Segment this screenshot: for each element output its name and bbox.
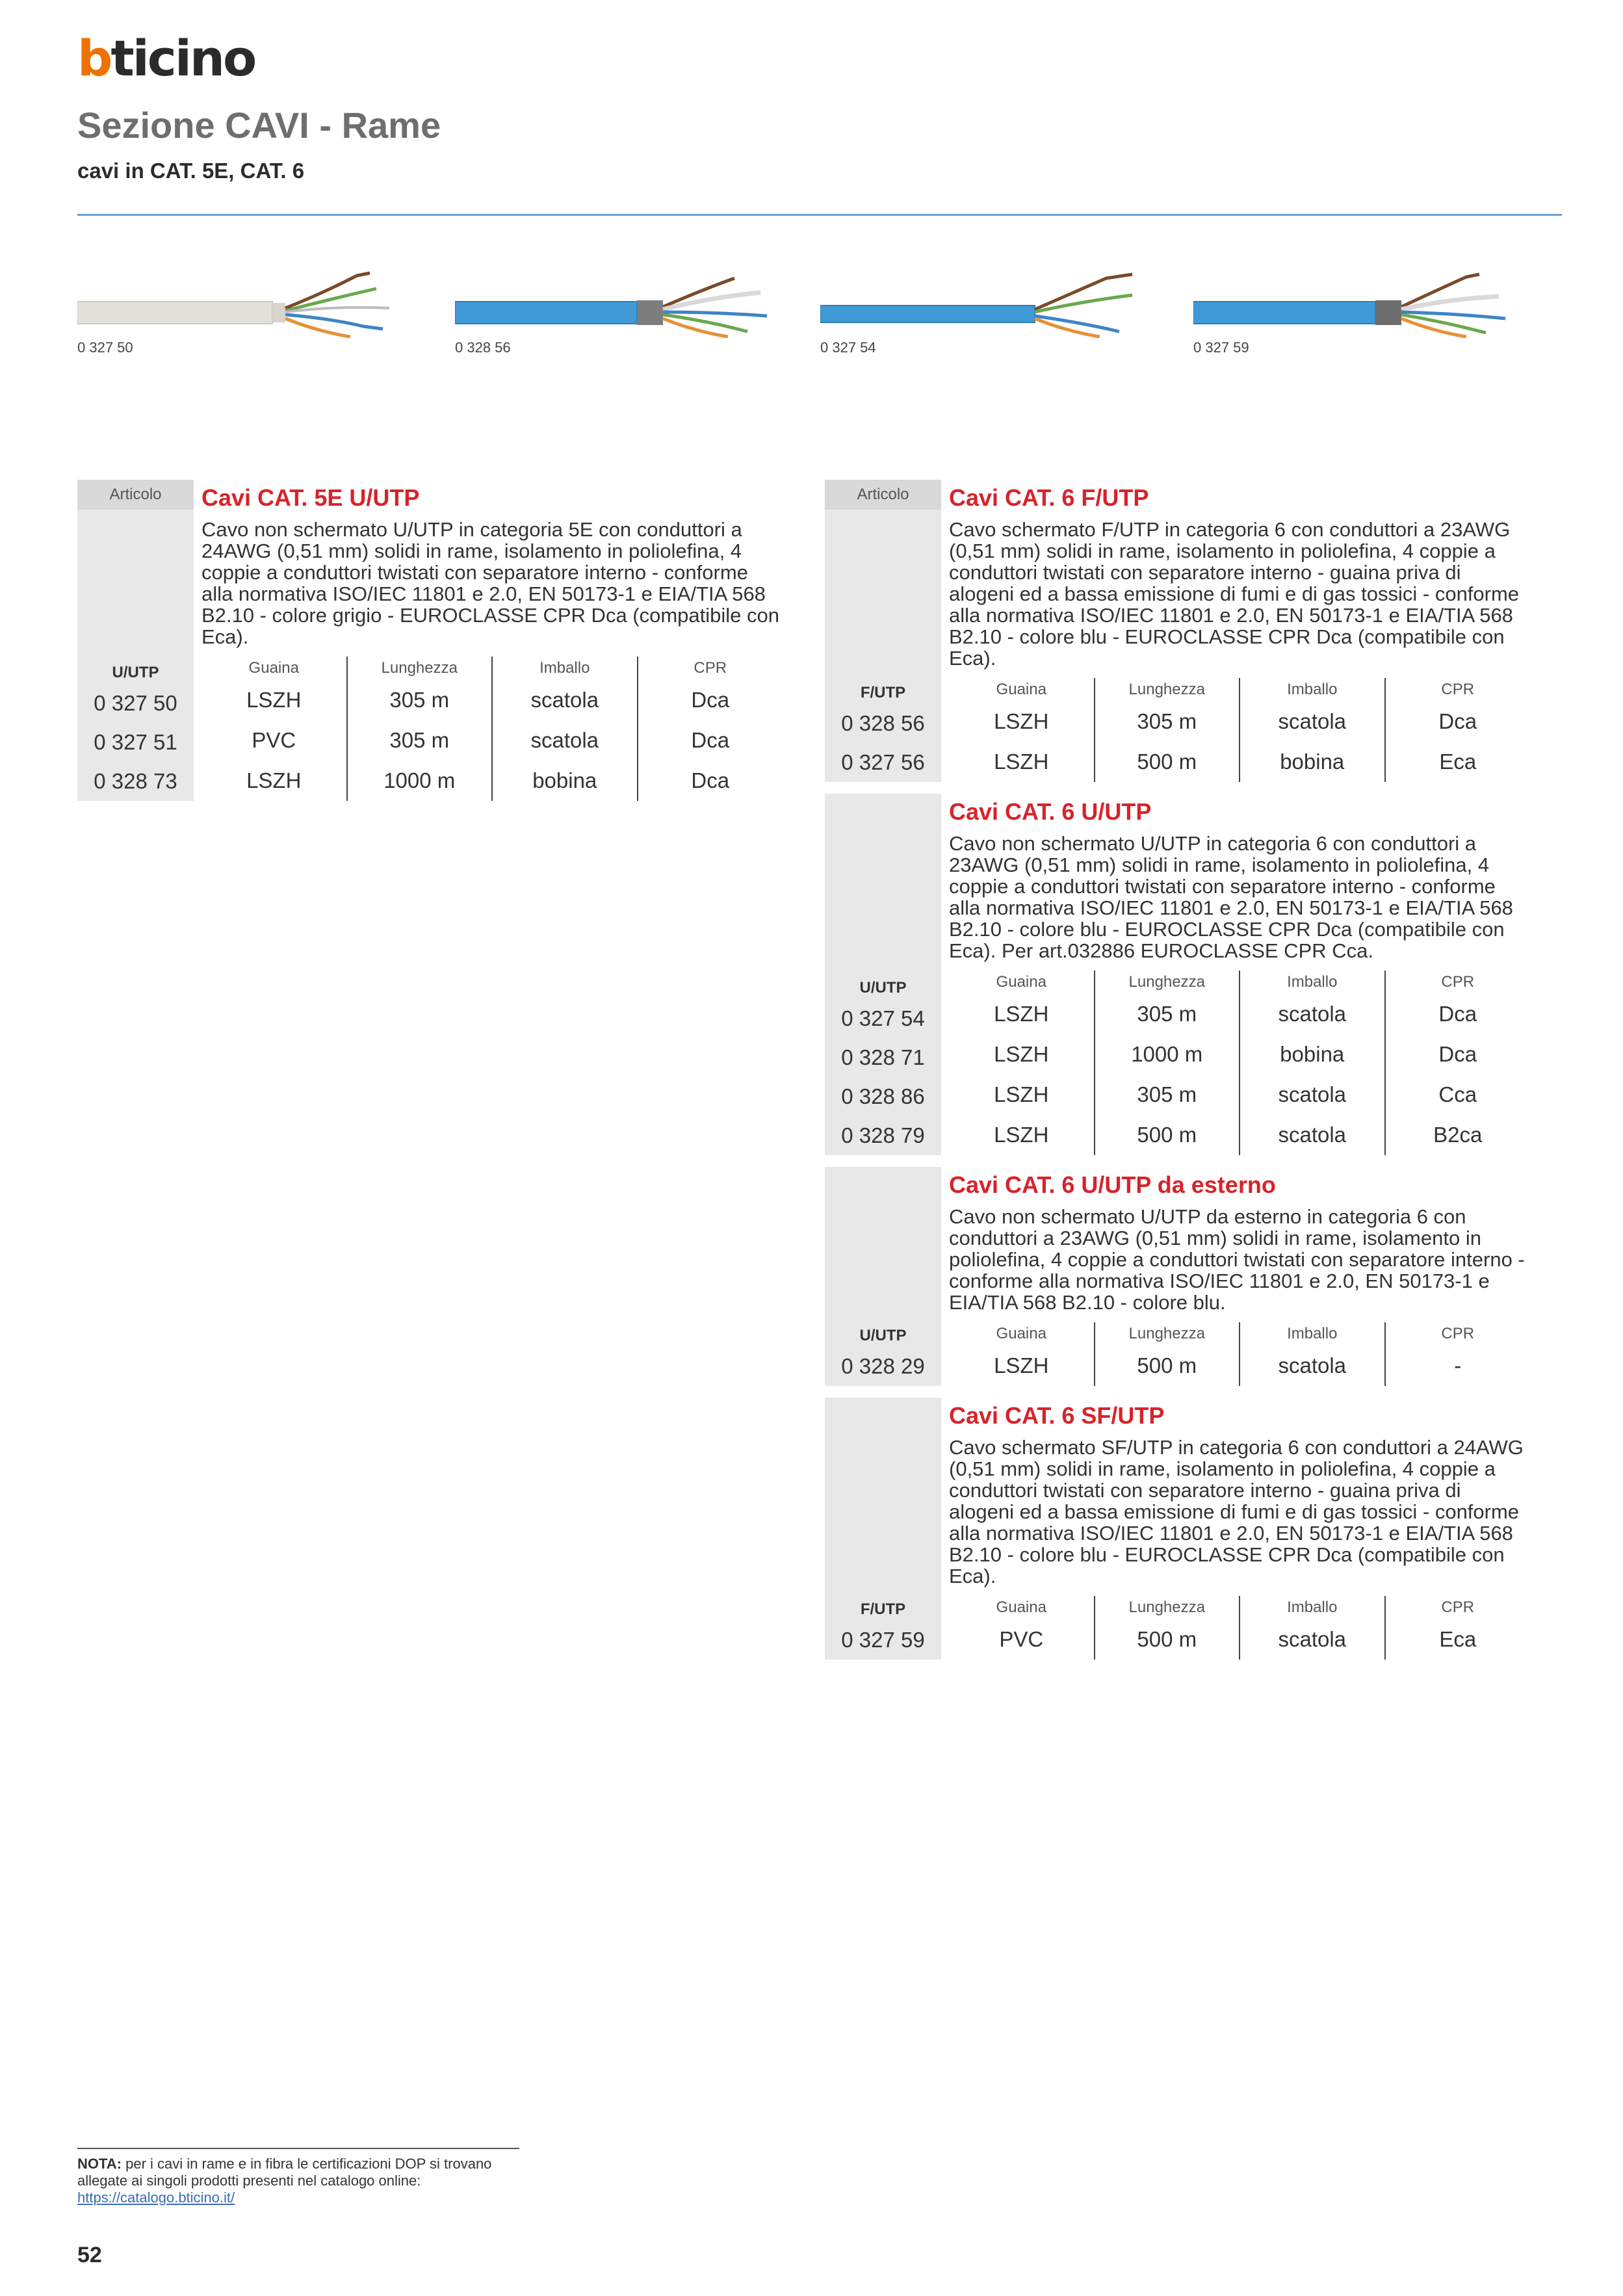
spec-header-row [949,1322,1530,1346]
section-description: Cavo schermato F/UTP in categoria 6 con conduttori a 23AWG (0,51 mm) solidi in rame, isolamento in poliolefina, 4 coppie a conduttori twistati con separatore interno - guaina priva di alogeni ed a bassa emissione di fumi e di gas tossici - conforme alla normativa ISO/IEC 11801 e 2.0, EN 50173-1 e EIA/TIA 568 B2.10 - colore blu - EUROCLASSE CPR Dca (compatibile con Eca). [949,518,1520,670]
cell-lunghezza: 500 m [1095,1115,1240,1155]
cell-lunghezza: 1000 m [347,761,493,801]
cell-cpr: Eca [1385,1619,1531,1660]
cable-blue-ftp-icon [455,267,780,338]
section-description: Cavo non schermato U/UTP in categoria 5E con conduttori a 24AWG (0,51 mm) solidi in rame, isolamento in poliolefina, 4 coppie a conduttori twistati con separatore interno - conforme alla normativa ISO/IEC 11801 e 2.0, EN 50173-1 e EIA/TIA 568 B2.10 - colore grigio - EUROCLASSE CPR Dca (compatibile con Eca). [201,518,780,648]
spec-table [949,1322,1530,1386]
col-imballo: Imballo [1240,678,1385,701]
col-guaina: Guaina [996,973,1046,991]
brand-logo-b: b [77,29,111,87]
section-body [941,480,1530,782]
page-title: Sezione CAVI - Rame [77,105,441,146]
cable-type: F/UTP [860,684,906,701]
col-guaina: Guaina [996,1325,1046,1342]
col-lunghezza: Lunghezza [347,657,493,680]
page-subtitle: cavi in CAT. 5E, CAT. 6 [77,159,305,183]
cell-lunghezza: 305 m [347,680,493,720]
article-code: 0 328 71 [841,1045,925,1069]
cell-lunghezza: 305 m [1095,994,1240,1034]
product-code: 0 327 54 [820,339,876,356]
article-code: 0 328 56 [841,711,925,735]
cable-type: U/UTP [859,979,907,997]
cell-guaina: LSZH [246,688,302,712]
cell-lunghezza: 305 m [347,720,493,761]
section-title: Cavi CAT. 6 SF/UTP [949,1402,1165,1429]
article-code: 0 328 79 [841,1123,925,1147]
article-code: 0 327 50 [94,691,177,715]
cell-cpr: Cca [1385,1075,1531,1115]
articolo-header: Articolo [77,480,194,510]
table-row [949,1034,1530,1075]
spec-table [949,1596,1530,1660]
spec-header-row [949,971,1530,994]
article-code: 0 327 59 [841,1628,925,1652]
product-code: 0 327 50 [77,339,133,356]
table-row [949,1619,1530,1660]
article-code: 0 328 29 [841,1354,925,1378]
table-row [949,1115,1530,1155]
articolo-header: Articolo [825,480,941,510]
col-lunghezza: Lunghezza [1095,971,1240,994]
cell-imballo: scatola [1240,701,1385,742]
catalog-link[interactable]: https://catalogo.bticino.it/ [77,2189,235,2206]
article-column [825,1167,941,1386]
cell-imballo: scatola [1240,1619,1385,1660]
table-row [201,761,783,801]
col-guaina: Guaina [996,1598,1046,1616]
section-cat6-uutp [825,794,1530,1155]
cell-imballo: scatola [492,720,638,761]
product-code: 0 327 59 [1193,339,1249,356]
cell-guaina: LSZH [994,1082,1049,1106]
col-guaina: Guaina [996,681,1046,698]
col-cpr: CPR [1385,1596,1531,1619]
cell-guaina: LSZH [994,709,1049,733]
table-row [949,1075,1530,1115]
section-title: Cavi CAT. 6 F/UTP [949,484,1149,511]
col-cpr: CPR [1385,971,1531,994]
cell-lunghezza: 305 m [1095,1075,1240,1115]
col-cpr: CPR [1385,1322,1531,1346]
article-code: 0 327 51 [94,730,177,754]
cell-imballo: scatola [1240,1115,1385,1155]
col-imballo: Imballo [1240,971,1385,994]
cell-lunghezza: 305 m [1095,701,1240,742]
article-column [77,480,194,801]
table-row [201,720,783,761]
article-code: 0 327 54 [841,1006,925,1030]
cell-lunghezza: 500 m [1095,742,1240,782]
cell-imballo: bobina [1240,1034,1385,1075]
cell-lunghezza: 500 m [1095,1619,1240,1660]
col-imballo: Imballo [1240,1322,1385,1346]
cell-cpr: Dca [638,680,783,720]
cell-cpr: B2ca [1385,1115,1531,1155]
cell-imballo: scatola [492,680,638,720]
cable-type: U/UTP [112,664,159,681]
table-row [201,680,783,720]
section-description: Cavo schermato SF/UTP in categoria 6 con conduttori a 24AWG (0,51 mm) solidi in rame, isolamento in poliolefina, 4 coppie a conduttori twistati con separatore interno - guaina priva di alogeni ed a bassa emissione di fumi e di gas tossici - conforme alla normativa ISO/IEC 11801 e 2.0, EN 50173-1 e EIA/TIA 568 B2.10 - colore blu - EUROCLASSE CPR Dca (compatibile con Eca). [949,1436,1524,1587]
cell-imballo: bobina [492,761,638,801]
section-description: Cavo non schermato U/UTP in categoria 6 con conduttori a 23AWG (0,51 mm) solidi in rame, isolamento in poliolefina, 4 coppie a conduttori twistati con separatore interno - conforme alla normativa ISO/IEC 11801 e 2.0, EN 50173-1 e EIA/TIA 568 B2.10 - colore blu - EUROCLASSE CPR Dca (compatibile con Eca). Per art.032886 EUROCLASSE CPR Cca. [949,832,1513,962]
article-column [825,1398,941,1660]
article-code: 0 327 56 [841,750,925,774]
article-code: 0 328 73 [94,769,177,793]
product-image-0 [77,267,415,356]
cable-type: U/UTP [859,1327,907,1344]
spec-header-row [201,657,783,680]
col-imballo: Imballo [1240,1596,1385,1619]
cell-guaina: LSZH [994,750,1049,774]
cell-cpr: Eca [1385,742,1531,782]
cell-imballo: scatola [1240,1075,1385,1115]
table-row [949,701,1530,742]
cell-cpr: Dca [1385,701,1531,742]
brand-logo [77,29,255,87]
cell-guaina: LSZH [246,768,302,792]
brand-logo-rest: ticino [110,29,255,87]
product-image-3 [1193,267,1531,356]
col-lunghezza: Lunghezza [1095,1596,1240,1619]
cell-lunghezza: 500 m [1095,1346,1240,1386]
section-body [941,1398,1530,1660]
footer-note [77,2156,519,2206]
table-row [949,1346,1530,1386]
right-column [825,480,1530,1671]
section-title: Cavi CAT. 6 U/UTP [949,798,1152,825]
cell-imballo: scatola [1240,1346,1385,1386]
article-code: 0 328 86 [841,1084,925,1108]
section-body [194,480,783,801]
article-column [825,794,941,1155]
cell-guaina: PVC [999,1627,1044,1651]
cable-type: F/UTP [860,1600,906,1618]
spec-header-row [949,1596,1530,1619]
cell-guaina: LSZH [994,1002,1049,1026]
nota-label: NOTA: [77,2156,122,2172]
table-row [949,994,1530,1034]
spec-header-row [949,678,1530,701]
cable-blue-utp-icon [820,267,1145,338]
cell-cpr: Dca [1385,994,1531,1034]
cable-blue-sftp-icon [1193,267,1518,338]
col-cpr: CPR [1385,678,1531,701]
nota-text: per i cavi in rame e in fibra le certificazioni DOP si trovano allegate ai singoli prodotti presenti nel catalogo online: [77,2156,492,2189]
section-title: Cavi CAT. 6 U/UTP da esterno [949,1171,1276,1198]
cell-cpr: Dca [638,761,783,801]
spec-table [949,971,1530,1155]
footer-divider [77,2148,519,2149]
section-title: Cavi CAT. 5E U/UTP [201,484,420,511]
cell-imballo: scatola [1240,994,1385,1034]
cell-guaina: LSZH [994,1042,1049,1066]
product-image-1 [455,267,793,356]
col-lunghezza: Lunghezza [1095,678,1240,701]
cell-cpr: - [1385,1346,1531,1386]
col-imballo: Imballo [492,657,638,680]
section-cat6-uutp-esterno [825,1167,1530,1386]
spec-table [201,657,783,801]
col-cpr: CPR [638,657,783,680]
cell-cpr: Dca [1385,1034,1531,1075]
cell-imballo: bobina [1240,742,1385,782]
section-cat6-futp [825,480,1530,782]
section-body [941,794,1530,1155]
cell-guaina: LSZH [994,1123,1049,1147]
col-guaina: Guaina [248,659,299,677]
product-image-2 [820,267,1158,356]
cable-grey-icon [77,267,402,338]
product-code: 0 328 56 [455,339,511,356]
table-row [949,742,1530,782]
cell-guaina: PVC [252,728,296,752]
cell-guaina: LSZH [994,1353,1049,1377]
section-body [941,1167,1530,1386]
left-column [77,480,783,813]
section-description: Cavo non schermato U/UTP da esterno in categoria 6 con conduttori a 23AWG (0,51 mm) solidi in rame, isolamento in poliolefina, 4 coppie a conduttori twistati con separatore interno - conforme alla normativa ISO/IEC 11801 e 2.0, EN 50173-1 e EIA/TIA 568 B2.10 - colore blu. [949,1205,1525,1314]
col-lunghezza: Lunghezza [1095,1322,1240,1346]
section-cat6-sfutp [825,1398,1530,1660]
spec-table [949,678,1530,782]
header-divider [77,214,1562,216]
article-column [825,480,941,782]
cell-lunghezza: 1000 m [1095,1034,1240,1075]
cell-cpr: Dca [638,720,783,761]
page-number: 52 [77,2243,102,2267]
section-cat5e-uutp [77,480,783,801]
